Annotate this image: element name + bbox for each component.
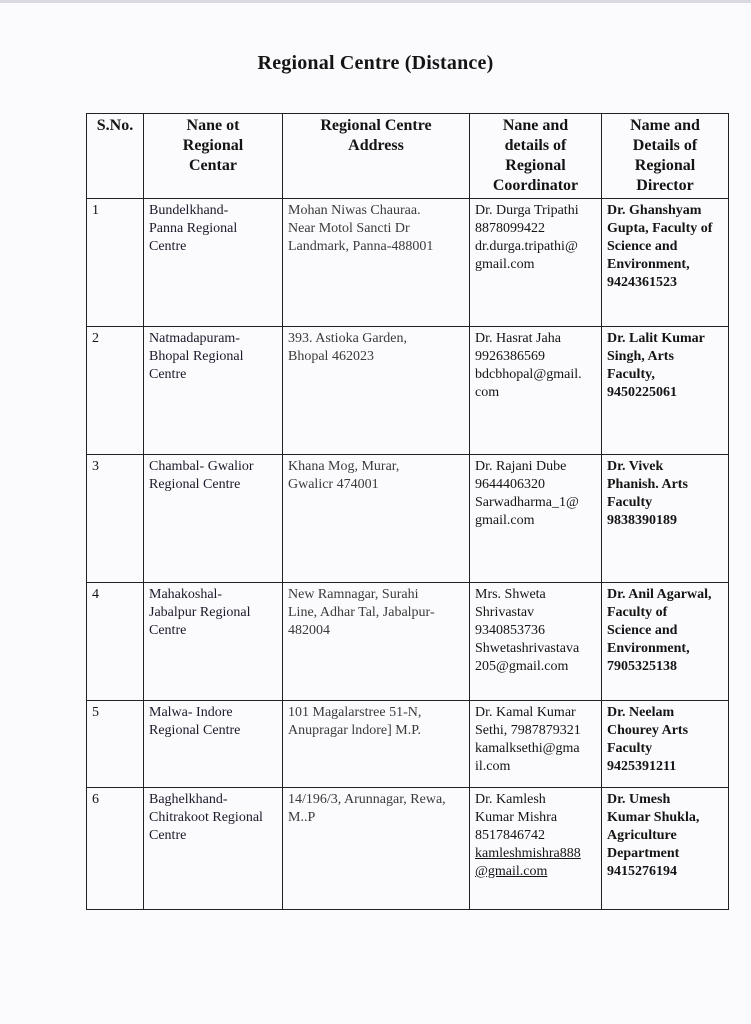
header-coordinator [470, 114, 602, 199]
cell-text: Near Motol Sancti Dr [288, 221, 410, 236]
cell-text: Singh, Arts [607, 349, 674, 364]
cell-sno [87, 788, 144, 910]
cell-text: Natmadapuram- [149, 331, 240, 346]
cell-text: 8878099422 [475, 221, 545, 236]
cell-text: M..P [288, 810, 316, 825]
cell-coordinator [470, 199, 602, 327]
cell-text: Centre [149, 239, 187, 254]
cell-text: 482004 [288, 623, 330, 638]
cell-text: Anupragar lndore] M.P. [288, 723, 421, 738]
cell-text: 9425391211 [607, 759, 677, 774]
cell-sno [87, 583, 144, 701]
document-title: Regional Centre (Distance) [257, 52, 494, 74]
cell-text: Shrivastav [475, 605, 535, 620]
header-text: Regional [505, 157, 566, 174]
sno-text: 4 [92, 587, 99, 602]
cell-text: 9415276194 [607, 864, 677, 879]
cell-text: Dr. Lalit Kumar [607, 331, 705, 346]
header-text: Regional [634, 157, 696, 174]
cell-sno [87, 327, 144, 455]
cell-text: Faculty of [607, 605, 668, 620]
sno-text: 5 [92, 705, 99, 720]
email-text: bdcbhopal@gmail. [475, 367, 582, 382]
cell-address [283, 455, 470, 583]
header-text: Regional Centre [320, 117, 432, 134]
header-text: Details of [632, 137, 698, 154]
header-sno-text: S.No. [96, 117, 134, 134]
cell-text: Regional Centre [149, 723, 241, 738]
cell-text: 9424361523 [607, 275, 677, 290]
cell-text: Dr. Kamlesh [475, 792, 546, 807]
cell-text: Centre [149, 828, 187, 843]
cell-text: Dr. Kamal Kumar [475, 705, 576, 720]
cell-text: Line, Adhar Tal, Jabalpur- [288, 605, 435, 620]
table-row [87, 583, 729, 701]
cell-director [602, 788, 729, 910]
cell-text: Chourey Arts [607, 723, 689, 738]
cell-director [602, 583, 729, 701]
header-text: Name and [630, 117, 700, 134]
cell-centre-name [144, 583, 283, 701]
cell-sno [87, 199, 144, 327]
table-row [87, 327, 729, 455]
cell-text: Mrs. Shweta [475, 587, 546, 602]
cell-text: Panna Regional [149, 221, 238, 236]
cell-text: Regional Centre [149, 477, 241, 492]
sno-text: 3 [92, 459, 99, 474]
cell-director [602, 327, 729, 455]
cell-text: 7905325138 [607, 659, 677, 674]
cell-text: 393. Astioka Garden, [288, 331, 407, 346]
header-text: Coordinator [492, 177, 579, 194]
cell-text: Dr. Hasrat Jaha [475, 331, 561, 346]
cell-text: Science and [607, 623, 678, 638]
cell-director [602, 701, 729, 788]
cell-text: Landmark, Panna-488001 [288, 239, 434, 254]
cell-sno [87, 701, 144, 788]
cell-coordinator [470, 327, 602, 455]
cell-centre-name [144, 701, 283, 788]
cell-address [283, 199, 470, 327]
header-text: Nane ot [186, 117, 240, 134]
email-text: il.com [475, 759, 511, 774]
cell-text: Dr. Ghanshyam [607, 203, 702, 218]
email-text: Sarwadharma_1@ [475, 495, 579, 510]
cell-text: Centre [149, 623, 187, 638]
cell-coordinator [470, 583, 602, 701]
table-row [87, 199, 729, 327]
cell-text: 9926386569 [475, 349, 545, 364]
table-row [87, 701, 729, 788]
cell-text: 9644406320 [475, 477, 545, 492]
cell-text: Chambal- Gwalior [149, 459, 254, 474]
cell-text: Department [607, 846, 680, 861]
cell-text: Bhopal Regional [149, 349, 244, 364]
cell-text: Mohan Niwas Chauraa. [288, 203, 421, 218]
cell-text: Kumar Shukla, [607, 810, 700, 825]
header-text: details of [504, 137, 567, 154]
header-text: Address [348, 137, 404, 154]
email-text: kamalksethi@gma [475, 741, 580, 756]
header-text: Regional [182, 137, 244, 154]
email-text: gmail.com [475, 257, 535, 272]
cell-text: Phanish. Arts [607, 477, 688, 492]
cell-text: Faculty [607, 741, 653, 756]
cell-text: Gwalicr 474001 [288, 477, 379, 492]
header-text: Centar [189, 157, 237, 174]
cell-director [602, 455, 729, 583]
cell-address [283, 788, 470, 910]
cell-text: Dr. Anil Agarwal, [607, 587, 712, 602]
header-centre-address [283, 114, 470, 199]
cell-text: 9340853736 [475, 623, 545, 638]
cell-text: Centre [149, 367, 187, 382]
cell-address [283, 701, 470, 788]
email-text: 205@gmail.com [475, 659, 569, 674]
table-row [87, 455, 729, 583]
cell-text: Faculty, [607, 367, 655, 382]
cell-text: Khana Mog, Murar, [288, 459, 400, 474]
cell-text: 101 Magalarstree 51-N, [288, 705, 422, 720]
header-row [87, 114, 729, 199]
regional-centre-table [86, 113, 729, 910]
email-text: gmail.com [475, 513, 535, 528]
email-text: dr.durga.tripathi@ [475, 239, 578, 254]
cell-text: Faculty [607, 495, 653, 510]
cell-text: Bhopal 462023 [288, 349, 374, 364]
header-centre-name [144, 114, 283, 199]
cell-text: 9450225061 [607, 385, 677, 400]
cell-coordinator [470, 701, 602, 788]
cell-text: Sethi, 7987879321 [475, 723, 581, 738]
sno-text: 6 [92, 792, 99, 807]
cell-text: Malwa- Indore [149, 705, 233, 720]
cell-text: Dr. Vivek [607, 459, 664, 474]
cell-text: Dr. Rajani Dube [475, 459, 567, 474]
cell-director [602, 199, 729, 327]
cell-text: Dr. Umesh [607, 792, 671, 807]
cell-centre-name [144, 788, 283, 910]
cell-sno [87, 455, 144, 583]
email-text: Shwetashrivastava [475, 641, 580, 656]
cell-text: Environment, [607, 257, 690, 272]
cell-text: 8517846742 [475, 828, 545, 843]
cell-coordinator [470, 788, 602, 910]
cell-text: Dr. Durga Tripathi [475, 203, 579, 218]
sno-text: 2 [92, 331, 99, 346]
email-link[interactable]: @gmail.com [475, 864, 548, 879]
scan-edge [0, 0, 751, 3]
cell-text: 9838390189 [607, 513, 677, 528]
cell-text: Agriculture [607, 828, 677, 843]
cell-centre-name [144, 327, 283, 455]
cell-centre-name [144, 199, 283, 327]
cell-text: Bundelkhand- [149, 203, 229, 218]
header-text: Nane and [502, 117, 569, 134]
cell-text: Chitrakoot Regional [149, 810, 263, 825]
header-text: Director [636, 177, 694, 194]
cell-text: Kumar Mishra [475, 810, 558, 825]
cell-text: Environment, [607, 641, 690, 656]
cell-text: Jabalpur Regional [149, 605, 251, 620]
cell-text: 14/196/3, Arunnagar, Rewa, [288, 792, 446, 807]
email-text: com [475, 385, 500, 400]
header-director [602, 114, 729, 199]
cell-text: Mahakoshal- [149, 587, 223, 602]
table-row [87, 788, 729, 910]
cell-text: Science and [607, 239, 678, 254]
cell-address [283, 327, 470, 455]
cell-text: Dr. Neelam [607, 705, 675, 720]
sno-text: 1 [92, 203, 99, 218]
cell-text: Baghelkhand- [149, 792, 228, 807]
header-sno [87, 114, 144, 199]
email-link[interactable]: kamleshmishra888 [475, 846, 581, 861]
cell-text: New Ramnagar, Surahi [288, 587, 419, 602]
cell-coordinator [470, 455, 602, 583]
cell-centre-name [144, 455, 283, 583]
cell-address [283, 583, 470, 701]
cell-text: Gupta, Faculty of [607, 221, 713, 236]
